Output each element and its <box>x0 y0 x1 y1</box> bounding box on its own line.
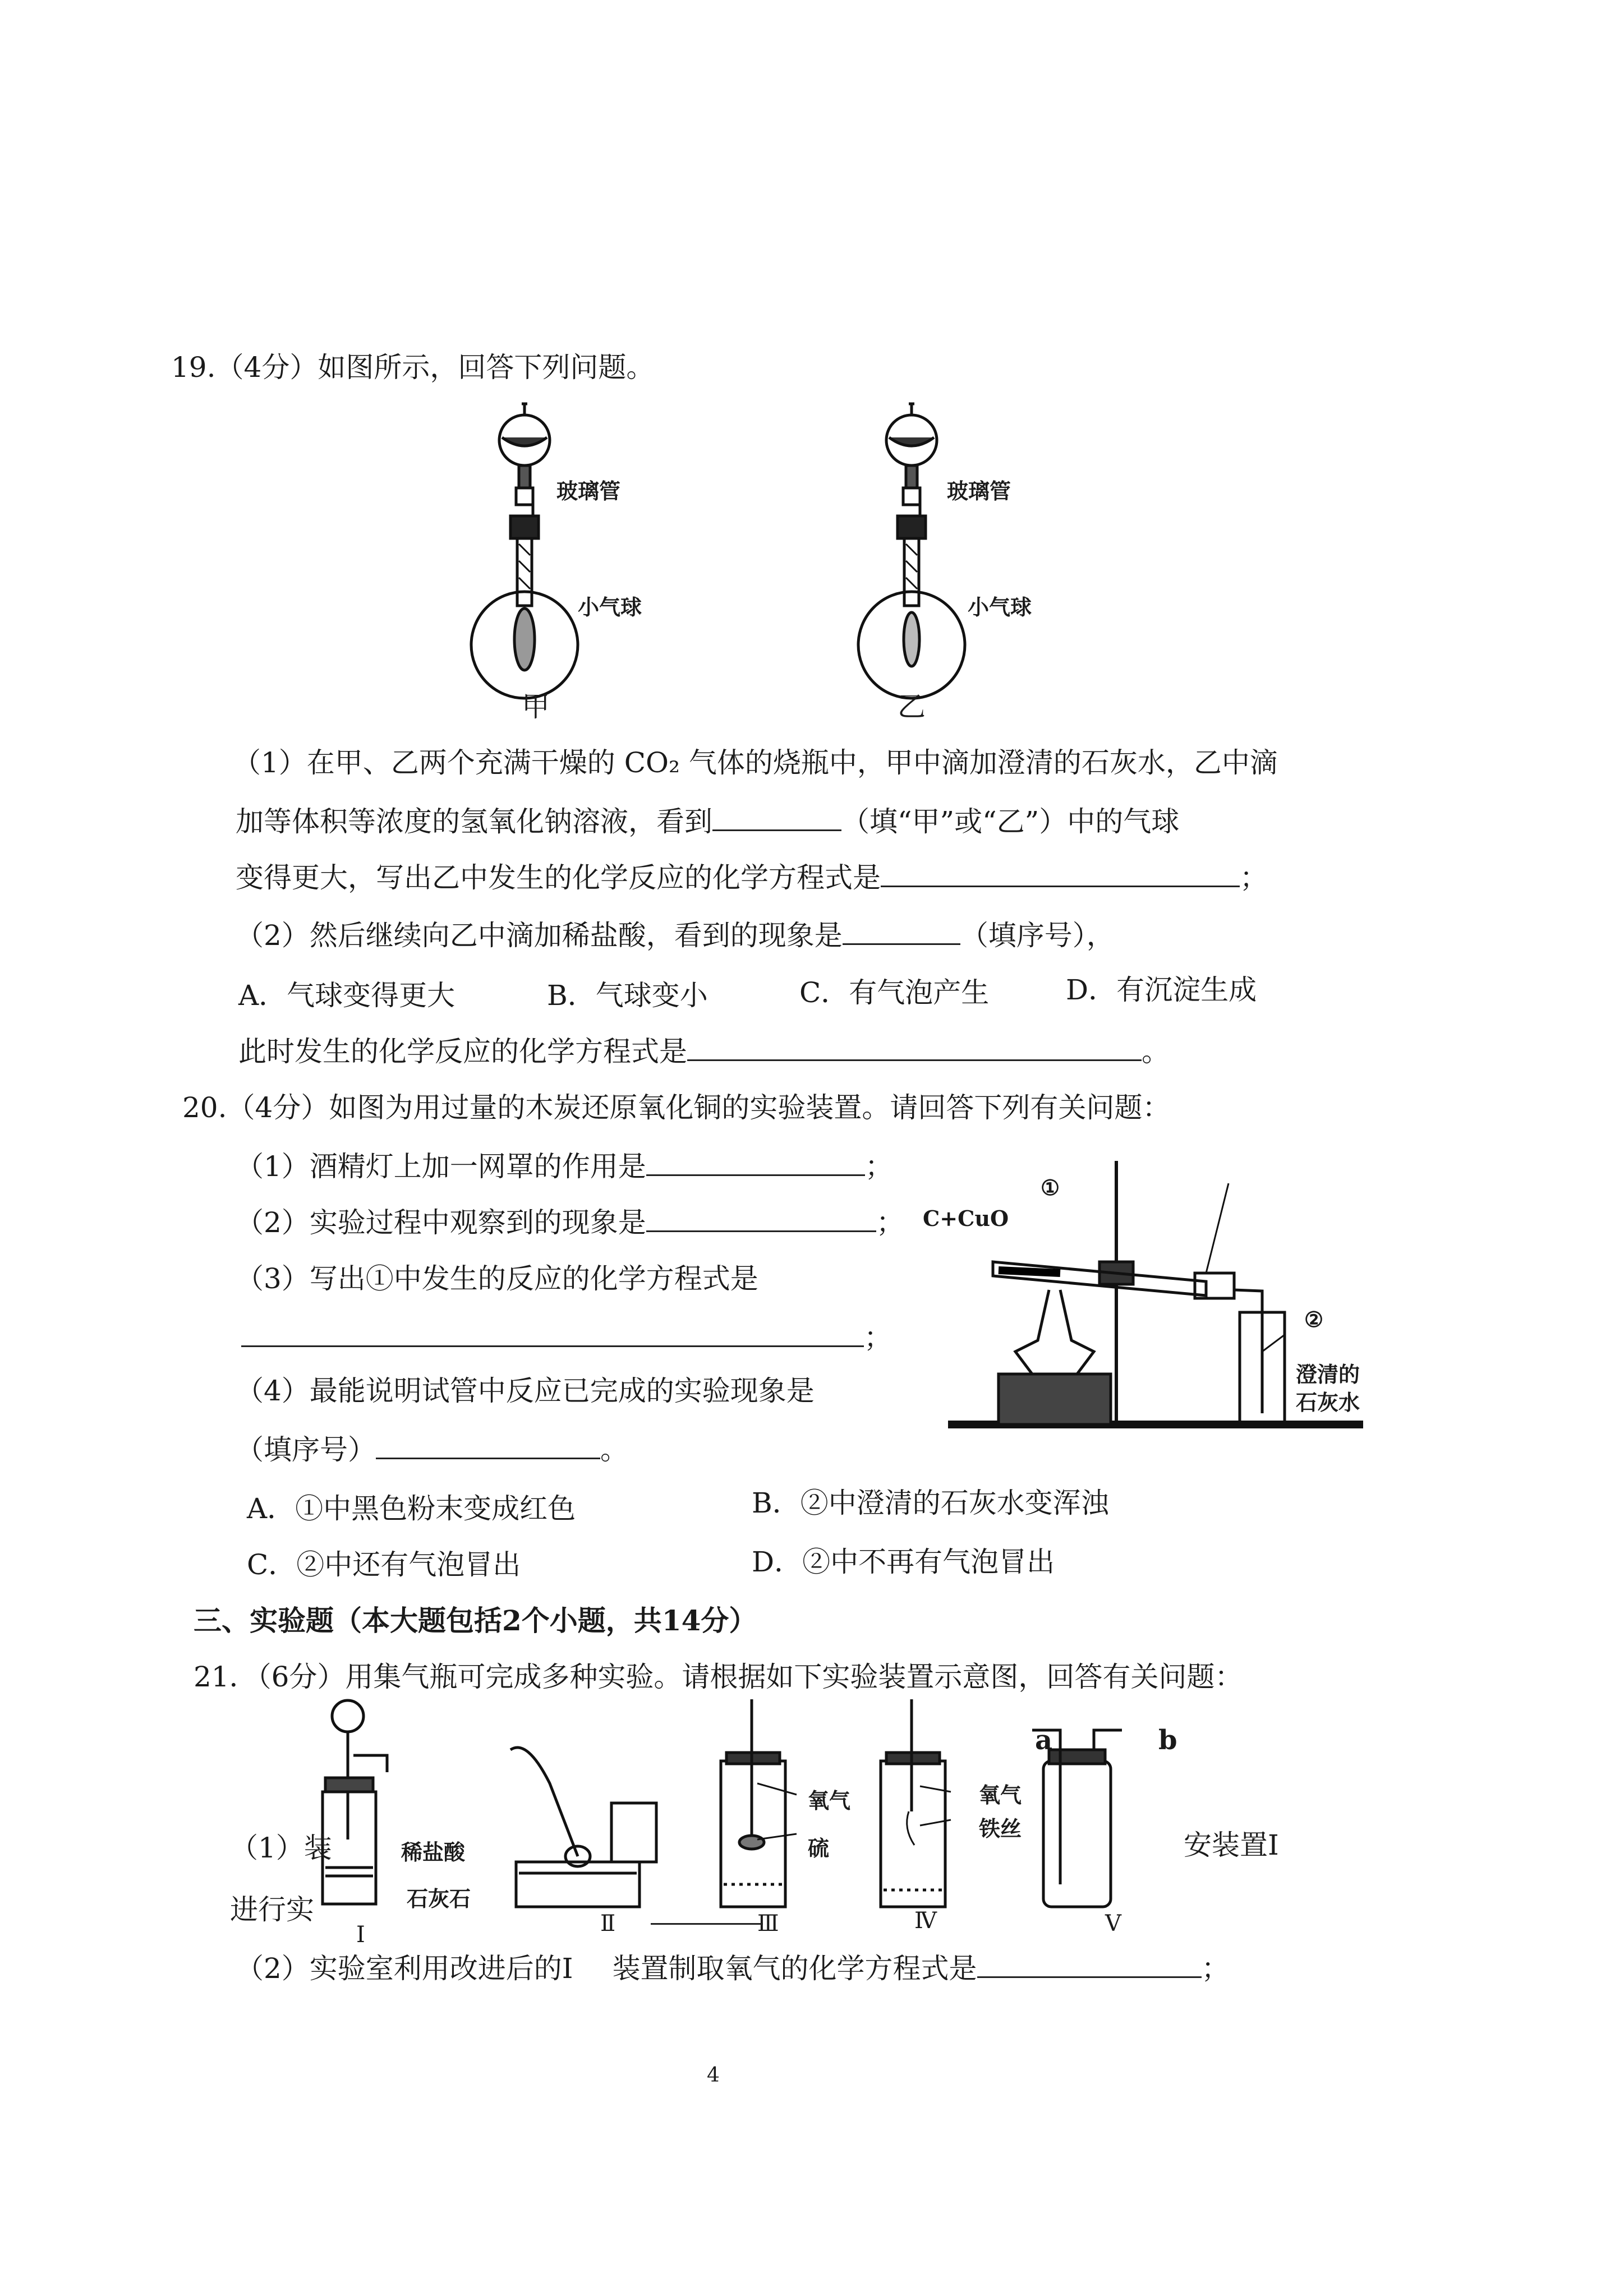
q19-p1-line3b: ； <box>1240 861 1268 894</box>
q19-figure-jia <box>466 398 634 712</box>
q19-jia-caption: 甲 <box>522 690 550 723</box>
q20-p2-text: （2）实验过程中观察到的现象是 <box>236 1206 646 1239</box>
q20-mark-1: ① <box>1041 1175 1060 1200</box>
page-number: 4 <box>707 2064 720 2087</box>
q20-p4b <box>236 1433 628 1467</box>
q21-iron-label: 铁丝 <box>979 1816 1022 1841</box>
q19-answer-blank-2[interactable] <box>881 861 1240 887</box>
q19-yi-caption: 乙 <box>898 690 926 723</box>
q21-label-II: Ⅱ <box>600 1911 616 1937</box>
q21-label-V: Ⅴ <box>1105 1911 1121 1937</box>
q19-jia-balloon-label: 小气球 <box>578 594 642 620</box>
q19-p2-line3a: 此时发生的化学反应的化学方程式是 <box>238 1035 687 1068</box>
q21-label-III: Ⅲ <box>757 1911 779 1937</box>
q19-p2-a: （2）然后继续向乙中滴加稀盐酸，看到的现象是 <box>236 919 843 952</box>
q20-p2-semicolon: ； <box>876 1206 904 1239</box>
q21-title: 21．（6分）用集气瓶可完成多种实验。请根据如下实验装置示意图，回答有关问题： <box>194 1661 1243 1693</box>
q19-option-c: C．有气泡产生 <box>799 976 990 1009</box>
q19-answer-blank-4[interactable] <box>687 1035 1142 1061</box>
q21-p2b: 装置制取氧气的化学方程式是 <box>612 1952 977 1985</box>
q21-sulfur-label: 硫 <box>808 1836 830 1861</box>
q21-port-b: b <box>1158 1725 1177 1756</box>
section-3-heading: 三、实验题（本大题包括2个小题，共14分） <box>194 1604 757 1637</box>
q20-p1-text: （1）酒精灯上加一网罩的作用是 <box>236 1150 646 1183</box>
q19-p2-line <box>236 919 1115 952</box>
q20-lime-label-1: 澄清的 <box>1296 1362 1360 1387</box>
q20-option-b: B．②中澄清的石灰水变浑浊 <box>752 1487 1109 1519</box>
q19-option-d: D．有沉淀生成 <box>1066 974 1257 1006</box>
q19-figure-yi <box>853 398 1021 712</box>
q19-p1-line2 <box>236 805 1179 838</box>
q19-p2-line3 <box>238 1035 1170 1068</box>
q20-option-c: C．②中还有气泡冒出 <box>247 1548 521 1581</box>
q20-p4b-text: （填序号） <box>236 1433 376 1466</box>
q21-label-I: Ⅰ <box>356 1922 365 1948</box>
q21-port-a: a <box>1035 1725 1053 1756</box>
q19-jia-tube-label: 玻璃管 <box>556 478 621 504</box>
q20-p2 <box>236 1206 904 1239</box>
q21-stone-label: 石灰石 <box>407 1886 471 1911</box>
q20-p1-semicolon: ； <box>864 1150 893 1183</box>
q19-p1-line2b: （填“甲”或“乙”）中的气球 <box>841 805 1180 838</box>
q20-mark-2: ② <box>1304 1307 1324 1332</box>
q21-oxygen-label-4: 氧气 <box>979 1782 1022 1808</box>
q19-p1-line3 <box>236 861 1268 895</box>
q21-label-IV: Ⅳ <box>914 1908 937 1934</box>
q19-p1-line3a: 变得更大，写出乙中发生的化学反应的化学方程式是 <box>236 861 881 894</box>
q20-p4b-period: 。 <box>600 1433 628 1466</box>
q19-yi-tube-label: 玻璃管 <box>947 478 1011 504</box>
q21-p1b: 安装置Ⅰ <box>1184 1829 1279 1861</box>
q21-oxygen-label-3: 氧气 <box>808 1788 851 1813</box>
q19-answer-blank-1[interactable] <box>712 805 841 831</box>
q20-p3: （3）写出①中发生的反应的化学方程式是 <box>236 1262 758 1295</box>
q21-p2c: ； <box>1201 1952 1230 1985</box>
q20-p3-answer <box>241 1321 892 1354</box>
q19-answer-blank-3[interactable] <box>843 919 960 945</box>
q20-p3-semicolon: ； <box>864 1321 892 1354</box>
q20-p4: （4）最能说明试管中反应已完成的实验现象是 <box>236 1375 815 1407</box>
q20-answer-blank-4[interactable] <box>376 1433 600 1459</box>
q19-title: 19.（4分）如图所示，回答下列问题。 <box>171 351 655 384</box>
q20-answer-blank-1[interactable] <box>646 1150 865 1176</box>
q19-p1-line1: （1）在甲、乙两个充满干燥的 CO₂ 气体的烧瓶中，甲中滴加澄清的石灰水，乙中滴 <box>233 746 1278 779</box>
q20-p1 <box>236 1150 893 1183</box>
q20-option-a: A．①中黑色粉末变成红色 <box>247 1492 576 1525</box>
q20-answer-blank-3[interactable] <box>241 1321 864 1347</box>
q20-reagent-label: C+CuO <box>923 1206 1009 1231</box>
q21-p2 <box>236 1952 1230 1985</box>
q21-acid-label: 稀盐酸 <box>401 1839 466 1865</box>
q19-p1-line2a: 加等体积等浓度的氢氧化钠溶液，看到 <box>236 805 712 838</box>
q20-title: 20.（4分）如图为用过量的木炭还原氧化铜的实验装置。请回答下列有关问题： <box>182 1091 1171 1124</box>
q20-answer-blank-2[interactable] <box>646 1206 876 1232</box>
q19-option-a: A．气球变得更大 <box>238 979 456 1012</box>
q19-p2-line3b: 。 <box>1142 1035 1170 1068</box>
q19-option-b: B．气球变小 <box>547 979 708 1012</box>
q19-yi-balloon-label: 小气球 <box>968 594 1032 620</box>
q19-p2-b: （填序号）， <box>960 919 1115 952</box>
q21-p1c: 进行实 <box>230 1893 314 1926</box>
q20-lime-label-2: 石灰水 <box>1296 1390 1360 1415</box>
q21-p1a: （1）装 <box>230 1832 332 1864</box>
q21-answer-blank-1[interactable] <box>651 1898 763 1925</box>
q21-answer-blank-2[interactable] <box>977 1952 1202 1978</box>
q21-p2a: （2）实验室利用改进后的Ⅰ <box>236 1952 573 1985</box>
q20-option-d: D．②中不再有气泡冒出 <box>752 1546 1055 1578</box>
